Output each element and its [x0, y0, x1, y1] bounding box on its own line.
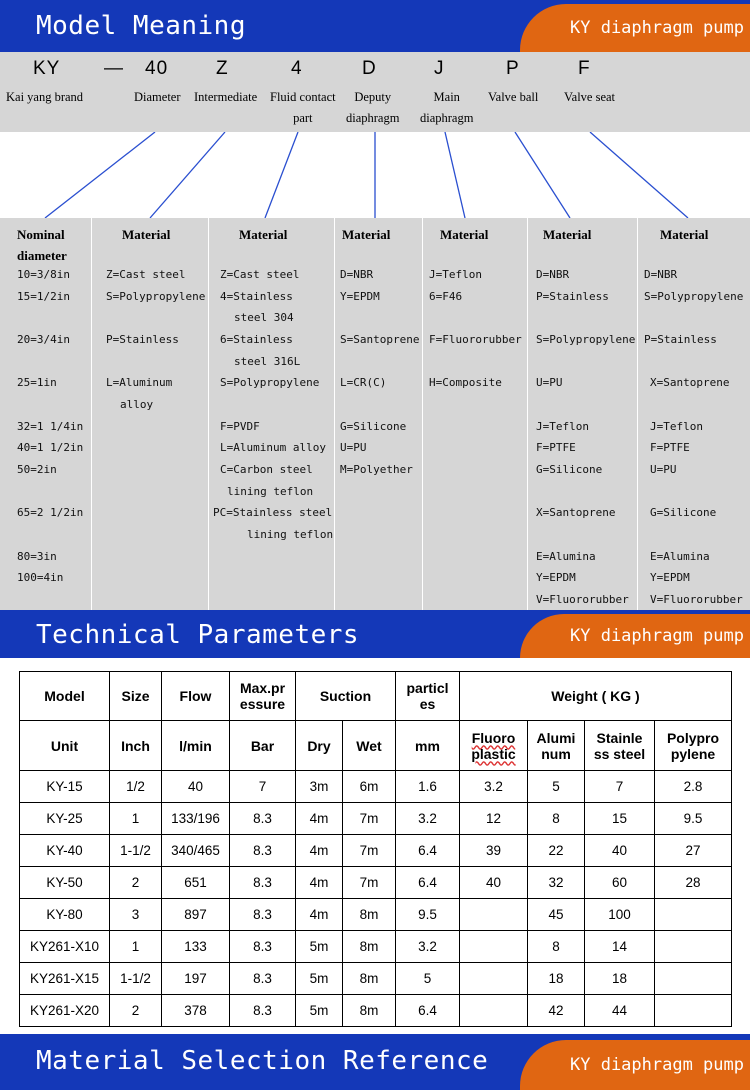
connector-line: [265, 132, 298, 218]
model-cell: KY-15: [20, 771, 110, 803]
material-item: V=Fluororubber: [650, 593, 743, 606]
connector-line: [45, 132, 155, 218]
table-cell: 197: [162, 963, 230, 995]
column-header: Nominal diameter: [17, 227, 67, 263]
table-cell: 45: [528, 899, 585, 931]
table-cell: 7m: [343, 867, 396, 899]
code-part-fluid-contact: 4: [291, 58, 303, 79]
column-header: Material: [660, 227, 709, 242]
material-item: Y=EPDM: [536, 571, 576, 584]
table-cell: 15: [585, 803, 655, 835]
connector-line: [150, 132, 225, 218]
table-cell: 8m: [343, 899, 396, 931]
table-cell: 6.4: [396, 995, 460, 1027]
table-cell: 6.4: [396, 835, 460, 867]
material-item: 100=4in: [17, 571, 64, 584]
table-cell: 651: [162, 867, 230, 899]
banner-material-selection: [0, 1034, 750, 1090]
table-row: [20, 995, 732, 1027]
material-item: D=NBR: [536, 268, 570, 281]
table-cell: 1/2: [110, 771, 162, 803]
table-cell: 18: [528, 963, 585, 995]
table-cell: 7: [585, 771, 655, 803]
material-item: E=Alumina: [650, 550, 710, 563]
table-cell: 2: [110, 867, 162, 899]
table-cell: 5m: [296, 995, 343, 1027]
table-cell: 378: [162, 995, 230, 1027]
brand-tag-text: KY diaphragm pump: [570, 18, 744, 38]
material-item: P=Stainless: [644, 333, 717, 346]
table-cell: 1-1/2: [110, 963, 162, 995]
material-column-valve-seat: [637, 218, 750, 610]
material-item: L=Aluminum: [106, 376, 173, 389]
code-label-main-diaphragm: Main diaphragm: [420, 90, 474, 125]
table-cell: 8: [528, 931, 585, 963]
table-cell: 6m: [343, 771, 396, 803]
code-part-valve-seat: F: [578, 58, 591, 79]
column-header: Material: [122, 227, 171, 242]
material-item: 25=1in: [17, 376, 57, 389]
model-cell: KY261-X15: [20, 963, 110, 995]
table-cell: 18: [585, 963, 655, 995]
material-item: S=Polypropylene: [644, 290, 744, 303]
table-cell: 2.8: [655, 771, 732, 803]
material-item: Z=Cast steel: [220, 268, 300, 281]
table-cell: 1: [110, 931, 162, 963]
model-code-breakdown: [0, 52, 750, 132]
material-item: Y=EPDM: [650, 571, 690, 584]
table-cell: [655, 995, 732, 1027]
material-item: F=PTFE: [650, 441, 690, 454]
unit-cell: Alumi num: [528, 721, 585, 771]
table-cell: 42: [528, 995, 585, 1027]
technical-parameters-table: [19, 671, 732, 1027]
table-header-row: [20, 672, 732, 721]
material-item: PC=Stainless steel: [213, 506, 333, 519]
table-cell: 8.3: [230, 835, 296, 867]
material-item: 6=Stainless: [220, 333, 293, 346]
table-row: [20, 963, 732, 995]
material-item: 6=F46: [429, 290, 463, 303]
code-label-valve-seat: Valve seat: [564, 90, 616, 104]
table-cell: 44: [585, 995, 655, 1027]
model-cell: KY-80: [20, 899, 110, 931]
code-label-valve-ball: Valve ball: [488, 90, 539, 104]
material-item: steel 316L: [234, 355, 301, 368]
table-cell: 12: [460, 803, 528, 835]
code-part-dash: —: [104, 58, 124, 79]
material-item: 4=Stainless: [220, 290, 293, 303]
unit-cell: Dry: [296, 721, 343, 771]
material-item: P=Stainless: [536, 290, 609, 303]
connector-line: [445, 132, 465, 218]
material-item: G=Silicone: [536, 463, 603, 476]
table-row: [20, 835, 732, 867]
material-item: alloy: [120, 398, 154, 411]
column-header: Material: [239, 227, 288, 242]
code-part-main-diaphragm: J: [434, 58, 445, 79]
code-label-fluid-contact: Fluid contact part: [270, 90, 336, 125]
table-cell: 8.3: [230, 995, 296, 1027]
code-part-deputy-diaphragm: D: [362, 58, 377, 79]
connector-line: [515, 132, 570, 218]
table-cell: 28: [655, 867, 732, 899]
table-cell: 40: [460, 867, 528, 899]
table-cell: 8m: [343, 963, 396, 995]
code-part-brand: KY: [33, 58, 61, 79]
material-item: 10=3/8in: [17, 268, 70, 281]
material-column-deputy-diaphragm: [334, 218, 422, 610]
material-grid: [0, 218, 750, 610]
unit-cell: mm: [396, 721, 460, 771]
material-item: Z=Cast steel: [106, 268, 186, 281]
banner-model-meaning: [0, 0, 750, 52]
header-cell: Weight ( KG ): [460, 672, 732, 721]
table-cell: 8.3: [230, 931, 296, 963]
table-cell: 9.5: [396, 899, 460, 931]
table-cell: 5m: [296, 963, 343, 995]
unit-cell: Unit: [20, 721, 110, 771]
table-cell: 32: [528, 867, 585, 899]
table-row: [20, 931, 732, 963]
material-item: U=PU: [536, 376, 563, 389]
table-cell: [655, 931, 732, 963]
header-cell: Model: [20, 672, 110, 721]
material-item: 20=3/4in: [17, 333, 70, 346]
table-cell: 340/465: [162, 835, 230, 867]
material-item: X=Santoprene: [650, 376, 730, 389]
section-title: Model Meaning: [36, 11, 246, 41]
material-item: U=PU: [650, 463, 677, 476]
unit-cell: Bar: [230, 721, 296, 771]
table-cell: 5: [528, 771, 585, 803]
table-cell: 4m: [296, 899, 343, 931]
header-cell: particl es: [396, 672, 460, 721]
material-item: X=Santoprene: [536, 506, 616, 519]
material-item: 32=1 1/4in: [17, 420, 84, 433]
table-cell: [460, 995, 528, 1027]
code-label-diameter: Diameter: [134, 90, 181, 104]
table-cell: 5: [396, 963, 460, 995]
connector-lines: [0, 132, 750, 218]
code-label-deputy-diaphragm: Deputy diaphragm: [346, 90, 400, 125]
material-item: S=Polypropylene: [106, 290, 206, 303]
material-item: L=CR(C): [340, 376, 387, 389]
code-part-diameter: 40: [145, 58, 169, 79]
table-cell: 8m: [343, 995, 396, 1027]
column-header: Material: [440, 227, 489, 242]
table-cell: 5m: [296, 931, 343, 963]
table-cell: 8m: [343, 931, 396, 963]
table-cell: 3.2: [396, 803, 460, 835]
material-column-fluid-contact: [208, 218, 334, 610]
table-cell: 3m: [296, 771, 343, 803]
material-item: S=Polypropylene: [536, 333, 636, 346]
table-cell: 60: [585, 867, 655, 899]
table-cell: 8.3: [230, 867, 296, 899]
table-cell: 8.3: [230, 803, 296, 835]
material-item: L=Aluminum alloy: [220, 441, 326, 454]
brand-tag-text: KY diaphragm pump: [570, 1055, 744, 1075]
table-cell: 7m: [343, 835, 396, 867]
table-unit-row: [20, 721, 732, 771]
material-item: V=Fluororubber: [536, 593, 629, 606]
unit-cell: Wet: [343, 721, 396, 771]
code-part-intermediate: Z: [216, 58, 229, 79]
material-item: M=Polyether: [340, 463, 413, 476]
table-row: [20, 899, 732, 931]
material-item: P=Stainless: [106, 333, 179, 346]
table-cell: 39: [460, 835, 528, 867]
table-cell: 6.4: [396, 867, 460, 899]
code-label-brand: Kai yang brand: [6, 90, 84, 104]
material-item: H=Composite: [429, 376, 502, 389]
material-item: S=Santoprene: [340, 333, 420, 346]
table-cell: 40: [162, 771, 230, 803]
material-item: J=Teflon: [536, 420, 589, 433]
table-cell: [460, 899, 528, 931]
table-cell: 3.2: [460, 771, 528, 803]
material-item: G=Silicone: [650, 506, 717, 519]
table-cell: 7: [230, 771, 296, 803]
material-item: G=Silicone: [340, 420, 407, 433]
material-item: 65=2 1/2in: [17, 506, 84, 519]
material-item: F=PTFE: [536, 441, 576, 454]
header-cell: Flow: [162, 672, 230, 721]
material-item: J=Teflon: [429, 268, 482, 281]
material-item: 40=1 1/2in: [17, 441, 84, 454]
table-cell: 14: [585, 931, 655, 963]
table-cell: 8.3: [230, 899, 296, 931]
table-cell: 897: [162, 899, 230, 931]
table-cell: 4m: [296, 803, 343, 835]
table-cell: 8: [528, 803, 585, 835]
table-cell: 4m: [296, 867, 343, 899]
code-label-intermediate: Intermediate: [194, 90, 258, 104]
material-item: 50=2in: [17, 463, 57, 476]
table-cell: 133: [162, 931, 230, 963]
material-item: lining teflon: [227, 485, 314, 498]
banner-technical-parameters: [0, 610, 750, 658]
model-cell: KY-25: [20, 803, 110, 835]
header-cell: Max.pr essure: [230, 672, 296, 721]
table-row: [20, 867, 732, 899]
table-cell: 2: [110, 995, 162, 1027]
table-cell: 1.6: [396, 771, 460, 803]
material-item: F=Fluororubber: [429, 333, 522, 346]
brand-tag: [520, 1040, 750, 1090]
table-cell: 133/196: [162, 803, 230, 835]
material-item: D=NBR: [644, 268, 678, 281]
table-cell: [655, 899, 732, 931]
table-cell: 4m: [296, 835, 343, 867]
material-item: steel 304: [234, 311, 294, 324]
model-cell: KY261-X10: [20, 931, 110, 963]
section-title: Material Selection Reference: [36, 1046, 489, 1076]
unit-cell: l/min: [162, 721, 230, 771]
unit-cell: Inch: [110, 721, 162, 771]
table-cell: 9.5: [655, 803, 732, 835]
table-cell: 3.2: [396, 931, 460, 963]
material-item: U=PU: [340, 441, 367, 454]
unit-cell: Fluoro plastic: [460, 721, 528, 771]
material-item: 15=1/2in: [17, 290, 70, 303]
header-cell: Suction: [296, 672, 396, 721]
table-cell: [655, 963, 732, 995]
brand-tag: [520, 614, 750, 658]
table-cell: 3: [110, 899, 162, 931]
material-column-valve-ball: [527, 218, 637, 610]
connector-line: [590, 132, 688, 218]
material-column-intermediate: [91, 218, 208, 610]
column-header: Material: [342, 227, 391, 242]
table-cell: 8.3: [230, 963, 296, 995]
model-cell: KY-50: [20, 867, 110, 899]
material-item: F=PVDF: [220, 420, 260, 433]
code-part-valve-ball: P: [506, 58, 520, 79]
table-cell: 22: [528, 835, 585, 867]
table-cell: [460, 931, 528, 963]
material-item: Y=EPDM: [340, 290, 380, 303]
material-item: E=Alumina: [536, 550, 596, 563]
model-cell: KY261-X20: [20, 995, 110, 1027]
table-cell: 1-1/2: [110, 835, 162, 867]
material-item: D=NBR: [340, 268, 374, 281]
table-row: [20, 771, 732, 803]
header-cell: Size: [110, 672, 162, 721]
material-item: C=Carbon steel: [220, 463, 313, 476]
material-item: lining teflon: [247, 528, 334, 541]
table-row: [20, 803, 732, 835]
material-column-main-diaphragm: [422, 218, 527, 610]
column-header: Material: [543, 227, 592, 242]
unit-cell: Stainle ss steel: [585, 721, 655, 771]
table-cell: 100: [585, 899, 655, 931]
table-cell: 40: [585, 835, 655, 867]
brand-tag-text: KY diaphragm pump: [570, 626, 744, 646]
table-cell: [460, 963, 528, 995]
table-cell: 7m: [343, 803, 396, 835]
material-item: J=Teflon: [650, 420, 703, 433]
material-item: 80=3in: [17, 550, 57, 563]
model-cell: KY-40: [20, 835, 110, 867]
brand-tag: [520, 4, 750, 52]
section-title: Technical Parameters: [36, 620, 360, 650]
material-column-nominal-diameter: [0, 218, 91, 610]
table-cell: 1: [110, 803, 162, 835]
unit-cell: Polypro pylene: [655, 721, 732, 771]
material-item: S=Polypropylene: [220, 376, 320, 389]
table-cell: 27: [655, 835, 732, 867]
